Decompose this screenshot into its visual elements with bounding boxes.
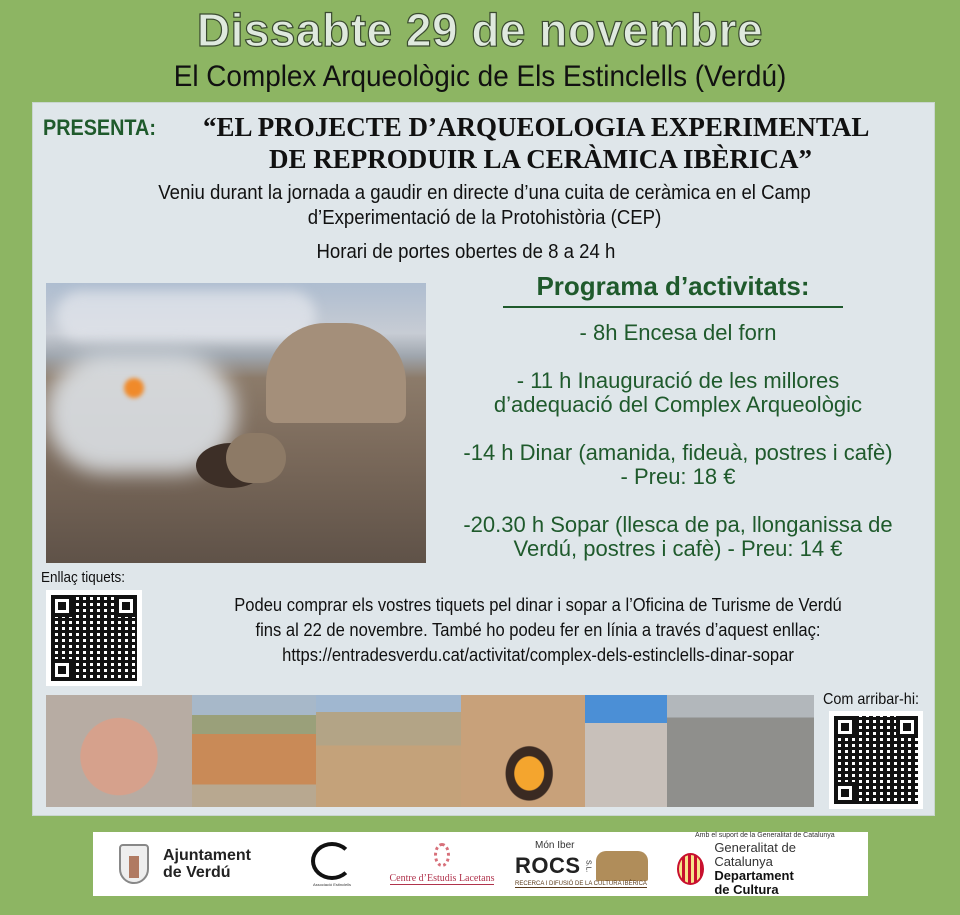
- qr-code-icon: [51, 595, 137, 681]
- gallery-photo-shards: [667, 695, 814, 807]
- directions-qr-code[interactable]: [829, 711, 923, 809]
- generalitat-support-text: Amb el suport de la Generalitat de Catalunya: [695, 831, 835, 839]
- coat-of-arms-icon: [119, 844, 149, 884]
- program-item-line: Verdú, postres i cafè) - Preu: 14 €: [513, 536, 843, 561]
- gallery-photo-people: [192, 695, 316, 807]
- program-title: Programa d’activitats:: [503, 271, 843, 308]
- logo-generalitat: [667, 832, 854, 896]
- program-list: [423, 321, 933, 585]
- kiln-mound-shape: [266, 323, 406, 423]
- qr-finder-icon: [834, 716, 856, 738]
- intro-line1: Veniu durant la jornada a gaudir en directe d’una cuita de ceràmica en el Camp: [158, 182, 811, 204]
- project-title-line1: “EL PROJECTE D’ARQUEOLOGIA EXPERIMENTAL: [203, 112, 870, 142]
- cloud-shape: [56, 291, 316, 341]
- intro-line2: d’Experimentació de la Protohistòria (CEP): [307, 207, 662, 229]
- generalitat-dept-line1: Departament: [714, 867, 794, 883]
- qr-code-icon: [834, 716, 918, 804]
- photo-gallery: [46, 695, 814, 807]
- generalitat-text: [714, 841, 854, 897]
- program-item-line: -20.30 h Sopar (llesca de pa, llonganissa de: [463, 512, 893, 537]
- kiln-photo: [46, 283, 426, 563]
- qr-finder-icon: [896, 716, 918, 738]
- program-item-line: d’adequació del Complex Arqueològic: [493, 392, 863, 417]
- verdu-logo-text: [163, 847, 251, 881]
- directions-label: Com arribar-hi:: [823, 691, 920, 708]
- association-tiny-text: Associació Estinclells: [312, 881, 351, 887]
- rocs-sl: S.L.: [584, 859, 592, 873]
- program-item-line: - 11 h Inauguració de les millores: [516, 368, 840, 393]
- opening-hours: Horari de portes obertes de 8 a 24 h: [316, 241, 616, 263]
- tickets-info-line2: fins al 22 de novembre. També ho podeu fer en línia a través d’aquest enllaç:: [255, 620, 821, 640]
- tickets-info-line1: Podeu comprar els vostres tiquets pel dinar i sopar a l’Oficina de Turisme de Verdú: [234, 595, 842, 615]
- verdu-line1: Ajuntament: [163, 847, 251, 864]
- content-panel: [32, 102, 935, 816]
- logo-centre-estudis-lacetans: [387, 832, 497, 896]
- logo-mon-iber-rocs: [497, 832, 667, 896]
- program-item-line: - 8h Encesa del forn: [579, 320, 777, 345]
- program-item: [423, 321, 933, 345]
- swirl-logo-icon: [311, 842, 353, 880]
- logo-associacio-estinclells: [277, 832, 387, 896]
- sponsor-logos-strip: [93, 832, 868, 896]
- tickets-label: Enllaç tiquets:: [41, 569, 126, 586]
- logo-ajuntament-verdu: [107, 832, 277, 896]
- verdu-line2: de Verdú: [163, 864, 231, 881]
- tickets-url-link[interactable]: https://entradesverdu.cat/activitat/complex-dels-estinclells-dinar-sopar: [282, 645, 794, 665]
- qr-finder-icon: [834, 782, 856, 804]
- iberian-lion-icon: [596, 851, 648, 881]
- gallery-photo-pots: [46, 695, 192, 807]
- qr-finder-icon: [115, 595, 137, 617]
- generalitat-dept-line2: de Cultura: [714, 881, 779, 897]
- tickets-info: [175, 593, 902, 668]
- program-item: [423, 369, 933, 417]
- qr-finder-icon: [51, 595, 73, 617]
- cei-name: Centre d’Estudis Lacetans: [389, 873, 495, 884]
- intro-text: [65, 181, 905, 231]
- rocs-subtitle: RECERCA I DIFUSIÓ DE LA CULTURA IBÈRICA: [515, 881, 647, 887]
- venue-subheadline: El Complex Arqueològic de Els Estinclells (Verdú): [173, 60, 787, 93]
- program-item-line: - Preu: 18 €: [620, 464, 736, 489]
- fire-shape: [124, 378, 144, 398]
- program-item: [423, 513, 933, 561]
- program-item: [423, 441, 933, 489]
- rocs-name: ROCS: [515, 853, 581, 878]
- rocs-top-text: Món Iber: [535, 840, 575, 851]
- kiln-opening-shape: [226, 433, 286, 483]
- event-date-headline: Dissabte 29 de novembre: [196, 4, 764, 56]
- generalitat-row: [677, 841, 854, 897]
- gallery-photo-kiln-dome: [585, 695, 667, 807]
- senyera-icon: [677, 853, 704, 885]
- generalitat-name: Generalitat de Catalunya: [714, 839, 796, 869]
- rocs-main: [515, 851, 648, 881]
- flower-logo-icon: [434, 843, 450, 867]
- project-title-line2: DE REPRODUIR LA CERÀMICA IBÈRICA”: [269, 144, 813, 174]
- qr-finder-icon: [51, 659, 73, 681]
- presenta-label: PRESENTA:: [43, 115, 156, 140]
- tickets-qr-code[interactable]: [46, 590, 142, 686]
- project-title: [203, 111, 923, 175]
- gallery-photo-kiln-fire: [461, 695, 585, 807]
- program-item-line: -14 h Dinar (amanida, fideuà, postres i cafè): [463, 440, 893, 465]
- gallery-photo-kiln-smoke: [316, 695, 461, 807]
